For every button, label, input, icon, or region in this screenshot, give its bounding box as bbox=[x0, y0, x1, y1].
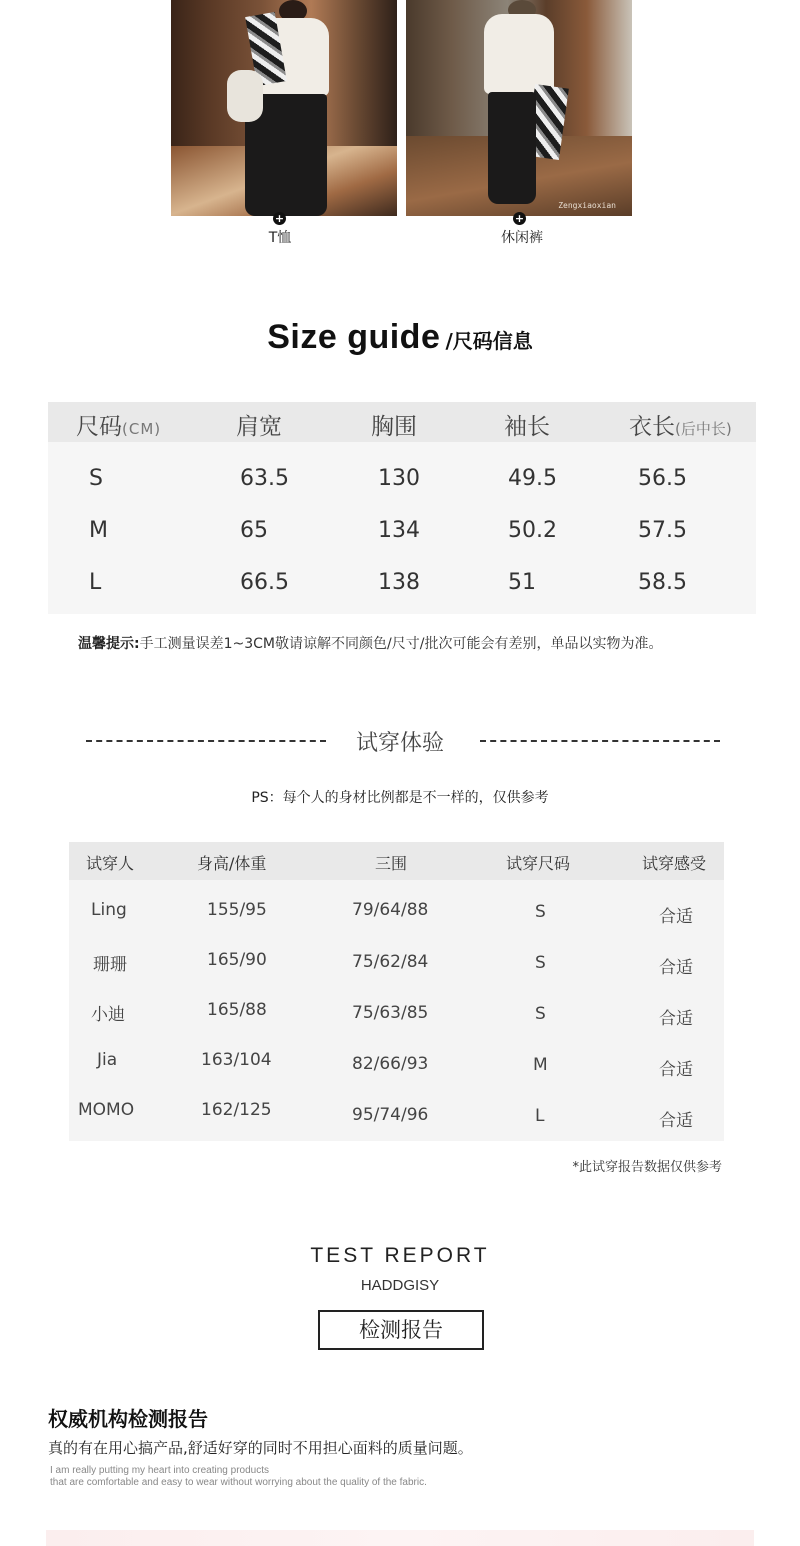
size-cell: 56.5 bbox=[638, 466, 687, 491]
size-guide-title-en: Size guide bbox=[267, 318, 441, 356]
model-bag bbox=[227, 70, 263, 122]
model-pants bbox=[488, 92, 536, 204]
authority-report-text-en bbox=[50, 1465, 427, 1489]
header-size-unit: (CM) bbox=[122, 420, 162, 438]
divider-dash bbox=[480, 740, 720, 742]
header-fit-feel: 试穿感受 bbox=[642, 854, 707, 873]
size-cell: S bbox=[89, 466, 103, 491]
header-length-note: (后中长) bbox=[675, 420, 732, 438]
tryon-cell: 合适 bbox=[659, 1060, 693, 1080]
photo-caption-pants: 休闲裤 bbox=[501, 230, 543, 246]
size-table bbox=[48, 402, 756, 614]
size-guide-title bbox=[0, 318, 800, 357]
tryon-cell: S bbox=[535, 902, 546, 922]
size-tip-label: 温馨提示: bbox=[78, 636, 140, 652]
header-shoulder: 肩宽 bbox=[236, 414, 282, 440]
authority-report-text-cn: 真的有在用心搞产品,舒适好穿的同时不用担心面料的质量问题。 bbox=[48, 1439, 473, 1457]
size-cell: 50.2 bbox=[508, 518, 557, 543]
tryon-cell: Ling bbox=[91, 900, 127, 920]
photo-caption-tshirt: T恤 bbox=[268, 230, 292, 246]
size-cell: 65 bbox=[240, 518, 268, 543]
tryon-cell: MOMO bbox=[78, 1100, 135, 1120]
size-table-header bbox=[48, 402, 756, 442]
size-cell: 130 bbox=[378, 466, 420, 491]
size-guide-title-cn: /尺码信息 bbox=[445, 329, 533, 353]
report-image-preview bbox=[46, 1530, 754, 1546]
tryon-ps-note: PS：每个人的身材比例都是不一样的，仅供参考 bbox=[251, 790, 549, 806]
tryon-cell: S bbox=[535, 1004, 546, 1024]
model-jacket bbox=[484, 14, 554, 94]
product-photo-tshirt bbox=[171, 0, 397, 216]
tryon-cell: 合适 bbox=[659, 958, 693, 978]
tryon-cell: Jia bbox=[97, 1050, 118, 1070]
tryon-table bbox=[69, 842, 724, 1141]
header-height-weight: 身高/体重 bbox=[197, 854, 267, 873]
plus-icon[interactable]: + bbox=[274, 212, 285, 225]
size-tip-text: 手工测量误差1~3CM敬请谅解不同颜色/尺寸/批次可能会有差别，单品以实物为准。 bbox=[139, 636, 663, 652]
size-cell: 63.5 bbox=[240, 466, 289, 491]
authority-report-heading: 权威机构检测报告 bbox=[48, 1407, 208, 1431]
tryon-cell: 163/104 bbox=[201, 1050, 272, 1070]
size-cell: 66.5 bbox=[240, 570, 289, 595]
size-cell: 51 bbox=[508, 570, 536, 595]
tryon-cell: M bbox=[533, 1055, 548, 1075]
tryon-cell: 合适 bbox=[659, 907, 693, 927]
tryon-cell: 珊珊 bbox=[93, 955, 127, 975]
tryon-cell: 165/90 bbox=[207, 950, 267, 970]
size-cell: 49.5 bbox=[508, 466, 557, 491]
authority-report-en-line: that are comfortable and easy to wear without worrying about the quality of the fabric. bbox=[50, 1477, 427, 1488]
tryon-cell: 162/125 bbox=[201, 1100, 272, 1120]
tryon-cell: 155/95 bbox=[207, 900, 267, 920]
tryon-cell: 合适 bbox=[659, 1111, 693, 1131]
tryon-cell: S bbox=[535, 953, 546, 973]
size-cell: 57.5 bbox=[638, 518, 687, 543]
size-cell: 134 bbox=[378, 518, 420, 543]
plus-icon[interactable]: + bbox=[514, 212, 525, 225]
tryon-cell: 95/74/96 bbox=[352, 1105, 429, 1125]
size-cell: L bbox=[89, 570, 102, 595]
photo-watermark: Zengxiaoxian bbox=[558, 201, 616, 210]
size-cell: M bbox=[89, 518, 108, 543]
tryon-cell: 合适 bbox=[659, 1009, 693, 1029]
tryon-cell: 79/64/88 bbox=[352, 900, 429, 920]
product-photo-pants bbox=[406, 0, 632, 216]
header-length: 衣长(后中长) bbox=[629, 414, 732, 440]
tryon-heading-label: 试穿体验 bbox=[355, 731, 444, 756]
test-report-badge: 检测报告 bbox=[318, 1310, 484, 1350]
tryon-cell: 小迪 bbox=[91, 1005, 125, 1025]
test-report-title: TEST REPORT bbox=[310, 1244, 490, 1267]
header-chest: 胸围 bbox=[371, 414, 417, 440]
tryon-cell: 75/62/84 bbox=[352, 952, 429, 972]
size-tip bbox=[78, 633, 662, 653]
tryon-heading bbox=[0, 726, 800, 758]
size-cell: 138 bbox=[378, 570, 420, 595]
tryon-cell: 82/66/93 bbox=[352, 1054, 429, 1074]
header-size: 尺码(CM) bbox=[76, 414, 162, 440]
header-measurements: 三围 bbox=[375, 854, 408, 873]
authority-report-en-line: I am really putting my heart into creating products bbox=[50, 1465, 269, 1476]
size-cell: 58.5 bbox=[638, 570, 687, 595]
header-tester: 试穿人 bbox=[86, 854, 135, 873]
tryon-footnote: *此试穿报告数据仅供参考 bbox=[572, 1160, 722, 1175]
tryon-cell: L bbox=[535, 1106, 545, 1126]
brand-name: HADDGISY bbox=[360, 1277, 440, 1294]
tryon-cell: 75/63/85 bbox=[352, 1003, 429, 1023]
tryon-cell: 165/88 bbox=[207, 1000, 267, 1020]
header-sleeve: 袖长 bbox=[504, 414, 550, 440]
tryon-table-header bbox=[69, 842, 724, 880]
header-tried-size: 试穿尺码 bbox=[506, 854, 571, 873]
